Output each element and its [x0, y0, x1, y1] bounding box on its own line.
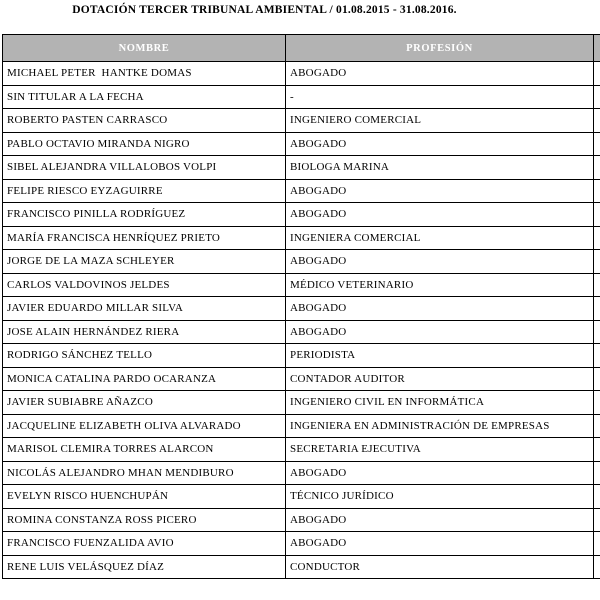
table-row — [3, 85, 600, 109]
table-row — [3, 485, 600, 509]
cell-cutoff — [594, 485, 600, 509]
cell-nombre: JAVIER SUBIABRE AÑAZCO — [3, 391, 286, 415]
cell-profesion: INGENIERA COMERCIAL — [286, 226, 594, 250]
table-row — [3, 414, 600, 438]
table-row — [3, 461, 600, 485]
cell-nombre: EVELYN RISCO HUENCHUPÁN — [3, 485, 286, 509]
cell-nombre: MARÍA FRANCISCA HENRÍQUEZ PRIETO — [3, 226, 286, 250]
column-header-cutoff — [594, 35, 600, 62]
cell-nombre: MONICA CATALINA PARDO OCARANZA — [3, 367, 286, 391]
cell-nombre: FELIPE RIESCO EYZAGUIRRE — [3, 179, 286, 203]
cell-profesion: TÉCNICO JURÍDICO — [286, 485, 594, 509]
table-row — [3, 508, 600, 532]
cell-profesion: INGENIERO CIVIL EN INFORMÁTICA — [286, 391, 594, 415]
table-row — [3, 250, 600, 274]
cell-cutoff — [594, 438, 600, 462]
table-row — [3, 273, 600, 297]
cell-cutoff — [594, 62, 600, 86]
cell-profesion: ABOGADO — [286, 320, 594, 344]
table-header-row — [3, 35, 600, 62]
column-header-profesion: PROFESIÓN — [286, 35, 594, 62]
cell-cutoff — [594, 555, 600, 579]
table-row — [3, 203, 600, 227]
cell-cutoff — [594, 273, 600, 297]
cell-cutoff — [594, 250, 600, 274]
cell-nombre: NICOLÁS ALEJANDRO MHAN MENDIBURO — [3, 461, 286, 485]
cell-profesion: SECRETARIA EJECUTIVA — [286, 438, 594, 462]
cell-cutoff — [594, 344, 600, 368]
cell-nombre: JACQUELINE ELIZABETH OLIVA ALVARADO — [3, 414, 286, 438]
cell-profesion: ABOGADO — [286, 297, 594, 321]
cell-nombre: FRANCISCO PINILLA RODRÍGUEZ — [3, 203, 286, 227]
table-row — [3, 438, 600, 462]
cell-nombre: JOSE ALAIN HERNÁNDEZ RIERA — [3, 320, 286, 344]
cell-cutoff — [594, 179, 600, 203]
cell-cutoff — [594, 109, 600, 133]
table-row — [3, 555, 600, 579]
cell-profesion: ABOGADO — [286, 132, 594, 156]
cell-nombre: CARLOS VALDOVINOS JELDES — [3, 273, 286, 297]
column-header-nombre: NOMBRE — [3, 35, 286, 62]
cell-profesion: ABOGADO — [286, 179, 594, 203]
staff-table — [2, 34, 600, 579]
cell-nombre: JAVIER EDUARDO MILLAR SILVA — [3, 297, 286, 321]
cell-cutoff — [594, 320, 600, 344]
cell-profesion: INGENIERO COMERCIAL — [286, 109, 594, 133]
cell-profesion: INGENIERA EN ADMINISTRACIÓN DE EMPRESAS — [286, 414, 594, 438]
cell-nombre: JORGE DE LA MAZA SCHLEYER — [3, 250, 286, 274]
table-row — [3, 179, 600, 203]
cell-cutoff — [594, 203, 600, 227]
cell-profesion: PERIODISTA — [286, 344, 594, 368]
table-row — [3, 344, 600, 368]
cell-profesion: MÉDICO VETERINARIO — [286, 273, 594, 297]
cell-cutoff — [594, 414, 600, 438]
cell-cutoff — [594, 297, 600, 321]
cell-cutoff — [594, 367, 600, 391]
cell-profesion: ABOGADO — [286, 203, 594, 227]
table-row — [3, 132, 600, 156]
cell-cutoff — [594, 508, 600, 532]
table-row — [3, 391, 600, 415]
cell-profesion: CONDUCTOR — [286, 555, 594, 579]
cell-nombre: RODRIGO SÁNCHEZ TELLO — [3, 344, 286, 368]
cell-cutoff — [594, 226, 600, 250]
table-row — [3, 367, 600, 391]
cell-profesion: ABOGADO — [286, 508, 594, 532]
cell-profesion: BIOLOGA MARINA — [286, 156, 594, 180]
cell-cutoff — [594, 532, 600, 556]
table-row — [3, 109, 600, 133]
cell-nombre: MARISOL CLEMIRA TORRES ALARCON — [3, 438, 286, 462]
cell-profesion: CONTADOR AUDITOR — [286, 367, 594, 391]
table-row — [3, 297, 600, 321]
table-row — [3, 156, 600, 180]
table-row — [3, 320, 600, 344]
cell-nombre: FRANCISCO FUENZALIDA AVIO — [3, 532, 286, 556]
cell-cutoff — [594, 156, 600, 180]
table-row — [3, 62, 600, 86]
cell-profesion: ABOGADO — [286, 461, 594, 485]
cell-profesion: ABOGADO — [286, 250, 594, 274]
cell-nombre: ROBERTO PASTEN CARRASCO — [3, 109, 286, 133]
table-row — [3, 532, 600, 556]
cell-nombre: PABLO OCTAVIO MIRANDA NIGRO — [3, 132, 286, 156]
cell-cutoff — [594, 461, 600, 485]
cell-nombre: SIN TITULAR A LA FECHA — [3, 85, 286, 109]
cell-profesion: - — [286, 85, 594, 109]
cell-nombre: RENE LUIS VELÁSQUEZ DÍAZ — [3, 555, 286, 579]
cell-nombre: ROMINA CONSTANZA ROSS PICERO — [3, 508, 286, 532]
cell-profesion: ABOGADO — [286, 532, 594, 556]
cell-cutoff — [594, 132, 600, 156]
cell-nombre: SIBEL ALEJANDRA VILLALOBOS VOLPI — [3, 156, 286, 180]
cell-cutoff — [594, 391, 600, 415]
page-title: DOTACIÓN TERCER TRIBUNAL AMBIENTAL / 01.08.2015 - 31.08.2016. — [72, 4, 457, 16]
cell-nombre: MICHAEL PETER HANTKE DOMAS — [3, 62, 286, 86]
cell-profesion: ABOGADO — [286, 62, 594, 86]
cell-cutoff — [594, 85, 600, 109]
table-row — [3, 226, 600, 250]
